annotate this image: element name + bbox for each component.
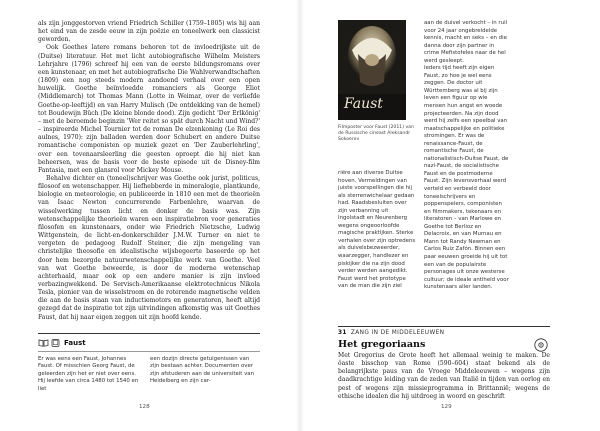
faust-film-poster: [338, 20, 406, 120]
section-label: [338, 330, 444, 336]
box-header-rule: [38, 351, 260, 352]
left-paragraph: als zijn jonggestorven vriend Friedrich Schiller (1759–1805) wis hij aan het eind van de zesde eeuw in zijn poëzie en toneelwerk een classicist geworden.: [38, 20, 260, 44]
left-paragraph: Ook Goethes latere romans behoren tot de invloedrijkste uit de (Duitse) literatuur. Het met licht autobiografische Wilhelm Meisters Lehrjahre (1796) schreef hij een van de eerste bildungsromans over een kunstenaar, en met het autobiografische Die Wahlverwandtschaften (1809) een nog steeds modern aandoend verhaal over een open huwelijk. Goethe beïnvloedde romanciers als George Eliot (Middlemarch) tot Thomas Mann (Lotte in Weimar, over de verliefde Goethe-op-leeftijd) en van Harry Mulisch (De ontdekking van de hemel) tot Boudewijn Büch (De kleine blonde dood). Zijn gedicht 'Der Erlkönig' – met de beroemde beginzin 'Wer reitet so spät durch Nacht und Wind?' – inspireerde Michel Tournier tot de roman De elzenkoning (Le Roi des aulnes, 1970): zijn balladen werden door Schubert en andere Duitse romantische componisten op muziek gezet en 'Der Zauberlehrling', over een tovenaarsleerling die geesten oproept die hij niet kan beheersen, was de basis voor de beste episode uit de Disney-film Fantasia, met een glansrol voor Mickey Mouse.: [38, 44, 260, 174]
page-number-left: 128: [139, 404, 150, 410]
right-middle-text: riëre aan diverse Duitse hoven. Vermeldingen van juiste voorspellingen die hij als sterrenwichelaar gedaan had. Raadsbesluiten over zijn verbanning uit Ingolstadt en Neurenberg wegens ongeoorloofde magische praktijken. Sterke verhalen over zijn optredens als duivelsbezweerder, waarzegger, handlezer en piskijker die na zijn dood verder werden aangedikt. Faust werd het prototype van de man die zijn ziel: [338, 170, 416, 290]
section-body-paragraph: Met Gregorius de Grote heeft het allemaal weinig te maken. De ôaste bisschop van Rome (590–604) staat bekend als de belangrijkste paus van de Vroege Middeleeuwen – wegens zijn daadkrachtige leiding van de zeden van Italië in tijden van oorlog en pest of wegens zijn missieprogramma in Brittannië; wegens de ethische idealen die hij uitdroeg in woord en geschrift: [338, 352, 550, 400]
book-icon: [38, 339, 49, 347]
right-side-column: [424, 20, 510, 322]
tablet-icon: [51, 339, 60, 347]
left-paragraph: Behalve dichter en (toneel)schrijver was Goethe ook jurist, politicus, filosoof en wetenschapper. Hij liefhebberde in mineralogie, plantkunde, biologie en meteorologie, en publiceerde in 1810 een met de theorieën van Isaac Newton concurrerende Farbenlehre, waarvan de wisselwerking tussen licht en donker de basis was. Zijn wetenschappelijke theorieën waren een inspiratiebron voor generaties filosofen en kunstenaars, onder wie Friedrich Nietzsche, Ludwig Wittgenstein, de licht-en-donkerschilder J.M.W. Turner en niet te vergeten de pedagoog Rudolf Steiner, die zijn mengeling van christelijke theosofie en idealistische wijsbegeerte baseerde op het door hem bezorgde natuurwetenschappelijke werk van Goethe. Veel van wat Goethe beweerde, is door de moderne wetenschap achterhaald, maar ook op een andere manier is zijn invloed verbazingwekkend. De Servisch-Amerikaanse elektrotechnicus Nikola Tesla, pionier van de wisselstroom en de roterende magnetische velden die aan de basis staan van inductiemotors en generatoren, heeft altijd gezegd dat de inspiratie tot zijn uitvindingen afkomstig was uit Goethes Faust, dat hij naar eigen zeggen uit zijn hoofd kende.: [38, 174, 260, 321]
left-main-text: [38, 20, 260, 326]
box-title: Faust: [64, 339, 86, 347]
box-column-text: Er was eens een Faust, Johannes Faust. Of misschien Georg Faust, de geleerden zijn het er niet over eens. Hij leefde van circa 1480 tot 1540 en liet: [38, 356, 139, 392]
box-column-1: [38, 356, 142, 394]
section-body-text: [338, 352, 550, 400]
section-title: Het gregoriaans: [338, 339, 426, 350]
section-rule: [338, 326, 550, 327]
right-side-text-rest: Ieders tijd heeft zijn eigen Faust, zo hoe je wel eens zeggen. De doctor uit Württemberg was al bij zijn leven een figuur op wie mensen hun angst en woede projecteerden. Na zijn dood werd hij zelfs een speelbal van maatschappelijke en politieke stromingen. Er was de renaissance-Faust, de romantische Faust, de nationalistisch-Duitse Faust, de nazi-Faust, de socialistische Faust en de postmoderne Faust. Zijn levensverhaal werd verteld en verbeeld door toneelschrijvers en poppenspelers, componisten en filmmakers, tekenaars en literatoren – van Marlowe en Goethe tot Berlioz en Delacroix, en van Murnau en Mann tot Randy Newman en Carlos Ruiz Zafón. Binnen een paar eeuwen groeide hij uit tot een van de populairste personages uit onze westerse cultuur; de ideale antiheld voor kunstenaars aller landen.: [424, 65, 509, 291]
section-label-text: ZANG IN DE MIDDELEEUWEN: [350, 330, 445, 336]
right-side-text-start: aan de duivel verkocht – in ruil voor 24 jaar ongebreidelde kennis, macht en seks – en die danna door zijn partner in crime Mefistofeles naar de hel werd gesleept.: [424, 20, 508, 64]
page-number-right: 129: [441, 404, 452, 410]
faust-box-header: [38, 336, 260, 350]
section-number: 31: [338, 330, 347, 336]
right-middle-column: [338, 170, 416, 322]
box-top-rule: [38, 333, 260, 334]
box-column-2: [150, 356, 254, 394]
cd-icon: [534, 338, 548, 352]
box-icons: [38, 339, 60, 347]
poster-title: Faust: [344, 96, 383, 112]
box-column-text: een dozijn directe getuigenissen van zijn bestaan achter. Documenten over zijn afstuderen aan de universiteit van Heidelberg en zijn car-: [150, 356, 254, 385]
poster-caption: Filmposter voor Faust (2011) van de Russische cineast Aleksandr Sokoerov: [338, 125, 414, 143]
